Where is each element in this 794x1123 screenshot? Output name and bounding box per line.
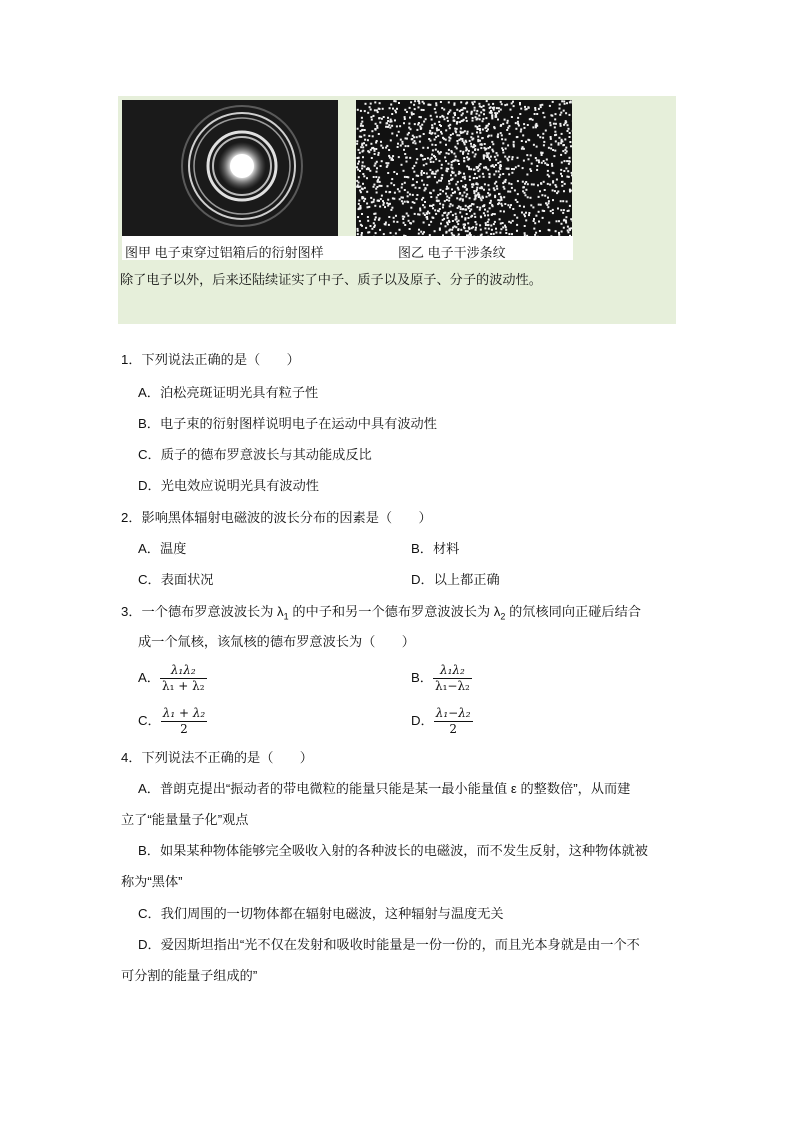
diffraction-pattern-image	[122, 100, 338, 236]
interference-fringes-graphic	[356, 100, 572, 236]
q3-stem-part1: 3．一个德布罗意波波长为 λ	[121, 604, 284, 619]
q3-option-c-numerator: λ₁ + λ₂	[162, 705, 206, 720]
q3-option-d-denominator: 2	[449, 721, 457, 736]
q3-option-b-denominator: λ₁−λ₂	[434, 678, 470, 693]
q4-option-b-line1: B．如果某种物体能够完全吸收入射的各种波长的电磁波，而不发生反射，这种物体就被	[138, 843, 648, 858]
q4-option-d-line2: 可分割的能量子组成的”	[121, 968, 258, 983]
q4-option-c: C．我们周围的一切物体都在辐射电磁波，这种辐射与温度无关	[138, 906, 504, 921]
q3-option-b-numerator: λ₁λ₂	[433, 663, 472, 679]
q3-option-d-numerator: λ₁−λ₂	[435, 705, 471, 720]
fig1-caption: 图甲 电子束穿过铝箱后的衍射图样	[125, 245, 324, 260]
q3-option-d	[411, 703, 473, 739]
q4-option-a-line2: 立了“能量量子化”观点	[121, 812, 249, 827]
q3-stem-line1	[121, 602, 641, 627]
q1-option-d: D．光电效应说明光具有波动性	[138, 478, 319, 493]
q3-stem-part2: 的中子和另一个德布罗意波波长为 λ	[288, 604, 501, 619]
q3-option-c-fraction	[161, 706, 208, 737]
q3-option-a-numerator: λ₁λ₂	[160, 663, 207, 679]
q4-option-d-line1: D．爱因斯坦指出“光不仅在发射和吸收时能量是一份一份的，而且光本身就是由一个不	[138, 937, 640, 952]
q3-stem-line2: 成一个氚核，该氚核的德布罗意波长为（ ）	[138, 634, 415, 649]
q3-option-b-fraction	[433, 663, 472, 694]
q2-option-b: B．材料	[411, 541, 460, 556]
q3-option-c-label: C．	[138, 713, 161, 728]
q4-option-a-line1: A．普朗克提出“振动者的带电微粒的能量只能是某一最小能量值 ε 的整数倍”，从而建	[138, 781, 631, 796]
fig2-caption: 图乙 电子干涉条纹	[398, 245, 506, 260]
q1-option-c: C．质子的德布罗意波长与其动能成反比	[138, 447, 372, 462]
q3-sub1: 1	[283, 611, 289, 622]
q3-option-c-denominator: 2	[180, 721, 188, 736]
q1-option-b: B．电子束的衍射图样说明电子在运动中具有波动性	[138, 416, 437, 431]
q3-option-b-label: B．	[411, 670, 433, 685]
q3-option-c	[138, 703, 207, 739]
q3-option-d-fraction	[434, 706, 473, 737]
diffraction-rings-graphic	[122, 100, 338, 236]
q3-option-a-denominator: λ₁ + λ₂	[161, 678, 205, 693]
q3-option-b	[411, 660, 472, 696]
q4-stem: 4．下列说法不正确的是（ ）	[121, 750, 313, 765]
q3-option-d-label: D．	[411, 713, 434, 728]
interference-fringes-image	[356, 100, 572, 236]
q3-stem-part3: 的氘核同向正碰后结合	[505, 604, 641, 619]
q3-sub2: 2	[500, 611, 506, 622]
context-paragraph: 除了电子以外，后来还陆续证实了中子、质子以及原子、分子的波动性。	[120, 272, 542, 287]
q1-option-a: A．泊松亮斑证明光具有粒子性	[138, 385, 319, 400]
q2-option-c: C．表面状况	[138, 572, 214, 587]
q2-stem: 2．影响黑体辐射电磁波的波长分布的因素是（ ）	[121, 510, 432, 525]
q1-stem: 1．下列说法正确的是（ ）	[121, 352, 300, 367]
q3-option-a	[138, 660, 207, 696]
q3-option-a-fraction	[160, 663, 207, 694]
q3-option-a-label: A．	[138, 670, 160, 685]
q4-option-b-line2: 称为“黑体”	[121, 874, 183, 889]
q2-option-d: D．以上都正确	[411, 572, 500, 587]
q2-option-a: A．温度	[138, 541, 187, 556]
